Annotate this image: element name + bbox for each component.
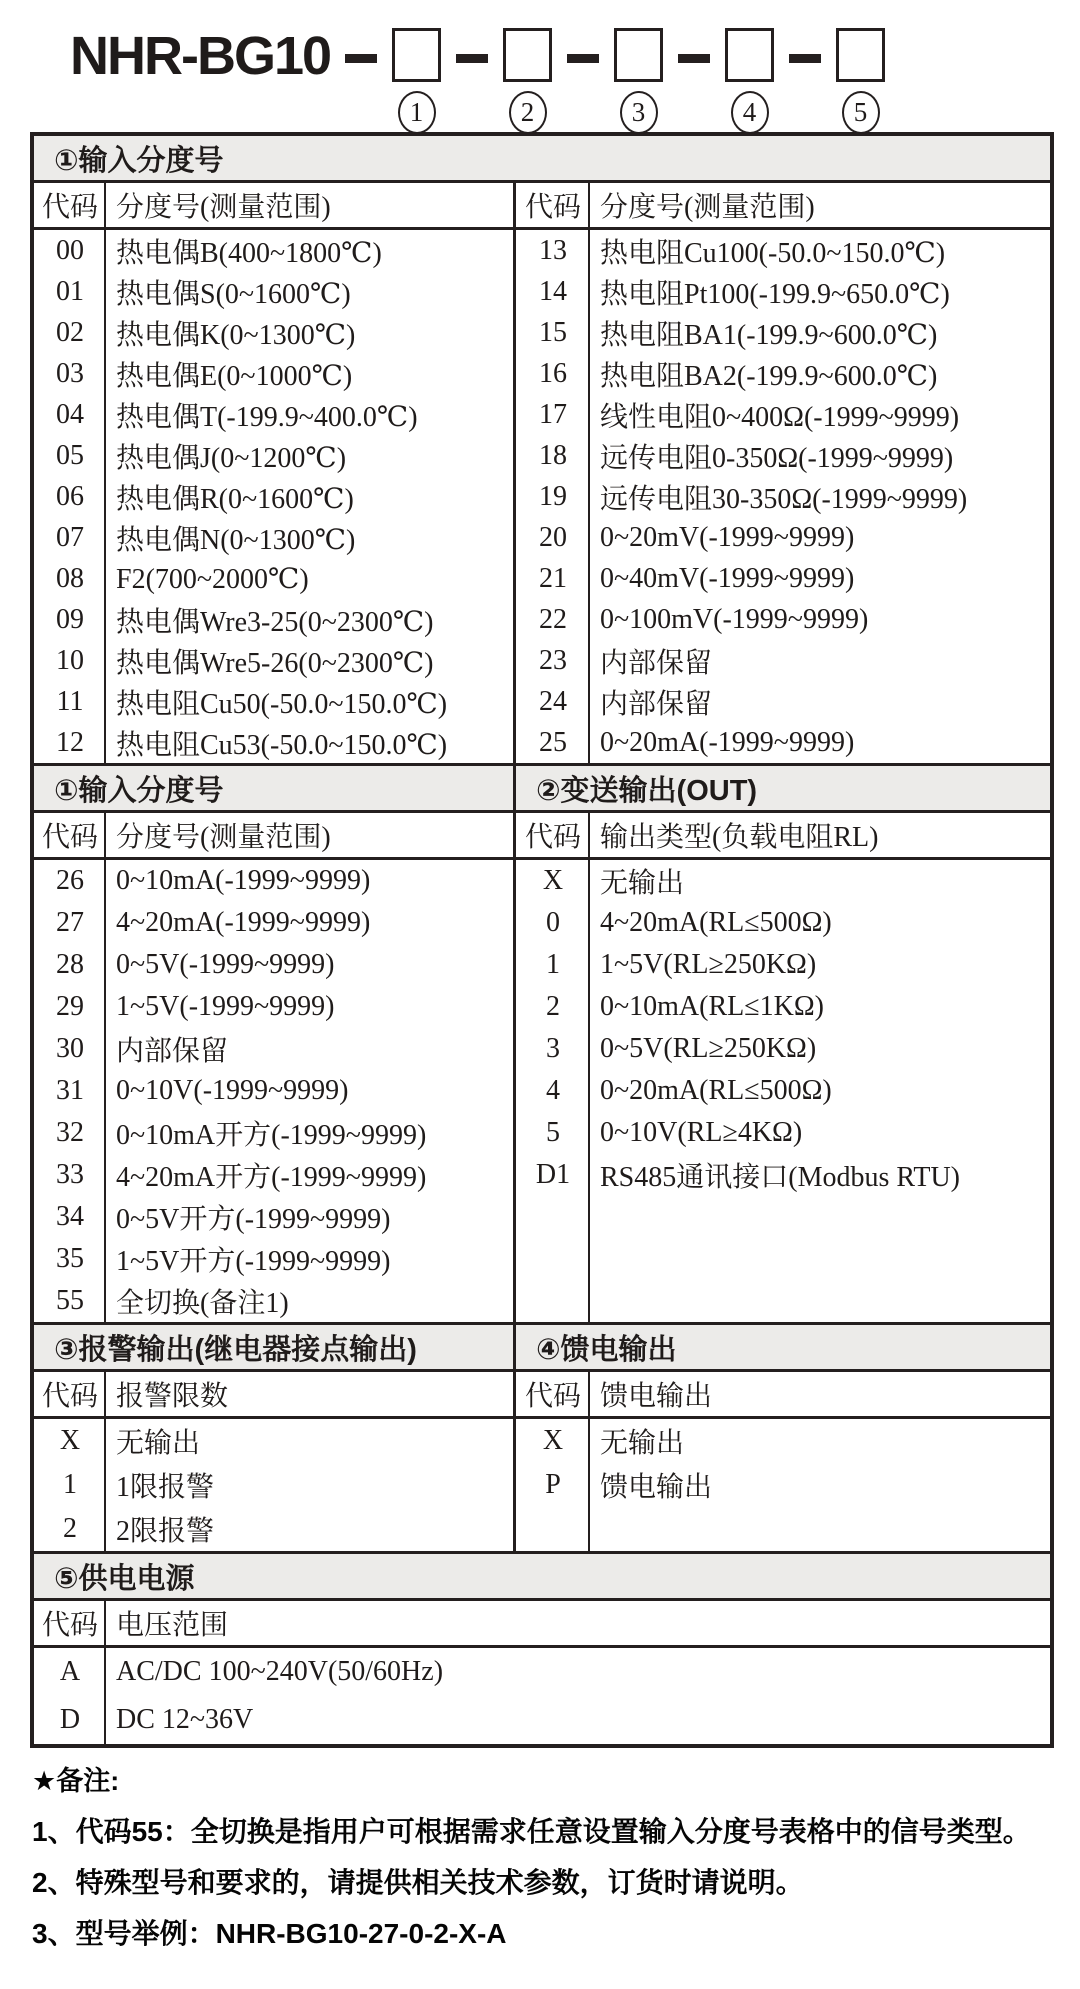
cell-code: 11	[56, 685, 84, 717]
cell-desc: 热电阻Cu53(-50.0~150.0℃)	[116, 729, 448, 761]
cell-desc: 0~20mA(-1999~9999)	[600, 726, 855, 758]
table-row	[516, 1028, 1050, 1070]
note-item: 1、代码55：全切换是指用户可根据需求任意设置输入分度号表格中的信号类型。	[32, 1816, 1031, 1847]
feed-table	[516, 1325, 1050, 1551]
table-row	[516, 1463, 1050, 1507]
column-divider	[588, 1372, 590, 1551]
cell-desc: 热电偶N(0~1300℃)	[116, 524, 356, 556]
section-title-input-2: ①输入分度号	[34, 766, 513, 813]
cell-desc: 0~5V(RL≥250KΩ)	[600, 1033, 817, 1064]
cell-code: D1	[535, 1159, 571, 1190]
model-code-slot	[663, 20, 774, 134]
cell-desc: 1~5V开方(-1999~9999)	[116, 1246, 391, 1277]
cell-desc: 4~20mA开方(-1999~9999)	[116, 1162, 427, 1193]
cell-desc: 1~5V(-1999~9999)	[116, 991, 335, 1022]
cell-desc: 内部保留	[600, 688, 713, 720]
output-table	[516, 766, 1050, 1322]
input2-table	[34, 766, 516, 1322]
cell-desc: 热电偶R(0~1600℃)	[116, 483, 354, 515]
column-divider	[104, 813, 106, 1322]
cell-code: 28	[56, 949, 84, 980]
column-header-code: 代码	[41, 192, 98, 223]
cell-code: 55	[56, 1285, 84, 1316]
table-row	[516, 599, 1050, 640]
power-table	[34, 1554, 1050, 1744]
cell-desc: 2限报警	[116, 1516, 215, 1547]
cell-desc: 0~5V开方(-1999~9999)	[116, 1204, 391, 1235]
dash-separator	[456, 54, 488, 63]
cell-code: 01	[56, 275, 84, 307]
table-row	[34, 1696, 1050, 1744]
cell-desc: 热电偶B(400~1800℃)	[116, 237, 382, 269]
cell-code: 32	[56, 1117, 84, 1148]
cell-desc: 热电偶J(0~1200℃)	[116, 442, 347, 474]
cell-desc: 0~10mA(-1999~9999)	[116, 865, 371, 896]
column-header-desc: 分度号(测量范围)	[116, 192, 331, 223]
cell-code: 05	[56, 439, 84, 471]
column-header-code: 代码	[41, 1381, 98, 1412]
cell-desc: 0~40mV(-1999~9999)	[600, 562, 855, 594]
cell-desc: 0~20mA(RL≤500Ω)	[600, 1075, 832, 1106]
cell-code: X	[59, 1425, 81, 1456]
section-title-alarm: ③报警输出(继电器接点输出)	[34, 1325, 513, 1372]
cell-code: 24	[539, 685, 567, 717]
cell-desc: 内部保留	[116, 1036, 229, 1067]
cell-code: 23	[539, 644, 567, 676]
code-box	[392, 28, 441, 82]
cell-desc: 热电阻BA1(-199.9~600.0℃)	[600, 319, 938, 351]
cell-desc: AC/DC 100~240V(50/60Hz)	[116, 1656, 444, 1687]
section-title-power: ⑤供电电源	[34, 1554, 1050, 1601]
dash-separator	[789, 54, 821, 63]
column-divider	[104, 1372, 106, 1551]
cell-desc: 热电阻Pt100(-199.9~650.0℃)	[600, 278, 950, 310]
cell-code: 35	[56, 1243, 84, 1274]
alarm-table	[34, 1325, 516, 1551]
input1-right-table	[516, 183, 1050, 763]
model-code-slot	[330, 20, 441, 134]
cell-desc: 热电阻Cu100(-50.0~150.0℃)	[600, 237, 946, 269]
cell-code: 0	[546, 907, 560, 938]
cell-code: 12	[56, 726, 84, 758]
section-title-input-1: ①输入分度号	[34, 136, 1050, 183]
section-input-1	[34, 183, 1050, 766]
table-row	[516, 271, 1050, 312]
feed-rows	[516, 1419, 1050, 1551]
cell-code: 4	[546, 1075, 560, 1106]
cell-code: 1	[63, 1469, 77, 1500]
column-header-desc: 电压范围	[116, 1610, 229, 1641]
code-box	[836, 28, 885, 82]
table-row	[516, 640, 1050, 681]
cell-desc: 热电阻BA2(-199.9~600.0℃)	[600, 360, 938, 392]
column-divider	[588, 183, 590, 763]
cell-code: 14	[539, 275, 567, 307]
cell-code: 2	[63, 1513, 77, 1544]
cell-desc: 热电偶E(0~1000℃)	[116, 360, 353, 392]
table-row	[516, 230, 1050, 271]
notes-list	[32, 1815, 1080, 1951]
cell-code: 03	[56, 357, 84, 389]
table-row	[516, 517, 1050, 558]
cell-code: 09	[56, 603, 84, 635]
table-row	[516, 722, 1050, 763]
column-header-desc: 报警限数	[116, 1381, 229, 1412]
code-box	[725, 28, 774, 82]
cell-code: 02	[56, 316, 84, 348]
cell-code: X	[542, 865, 564, 896]
cell-desc: F2(700~2000℃)	[116, 563, 309, 595]
input1-right-rows	[516, 230, 1050, 763]
cell-code: 10	[56, 644, 84, 676]
cell-code: 33	[56, 1159, 84, 1190]
table-row	[516, 435, 1050, 476]
cell-code: 1	[546, 949, 560, 980]
dash-separator	[678, 54, 710, 63]
table-row	[516, 1112, 1050, 1154]
cell-code: 25	[539, 726, 567, 758]
cell-desc: 热电偶K(0~1300℃)	[116, 319, 356, 351]
cell-code: 07	[56, 521, 84, 553]
cell-code: 20	[539, 521, 567, 553]
model-code-slot	[774, 20, 885, 134]
cell-desc: 0~100mV(-1999~9999)	[600, 603, 869, 635]
cell-desc: 4~20mA(RL≤500Ω)	[600, 907, 832, 938]
section-input-2-and-output	[34, 766, 1050, 1325]
model-name: NHR-BG10	[70, 26, 331, 86]
table-row	[516, 476, 1050, 517]
power-rows	[34, 1648, 1050, 1744]
table-row	[516, 394, 1050, 435]
cell-code: 04	[56, 398, 84, 430]
cell-desc: DC 12~36V	[116, 1704, 254, 1735]
cell-code: 27	[56, 907, 84, 938]
cell-desc: 0~20mV(-1999~9999)	[600, 521, 855, 553]
model-code-slot	[552, 20, 663, 134]
cell-desc: 全切换(备注1)	[116, 1288, 289, 1319]
cell-desc: 热电偶S(0~1600℃)	[116, 278, 351, 310]
cell-code: 29	[56, 991, 84, 1022]
cell-desc: 热电阻Cu50(-50.0~150.0℃)	[116, 688, 448, 720]
cell-code: 08	[56, 562, 84, 594]
code-box	[614, 28, 663, 82]
table-row	[516, 1070, 1050, 1112]
notes	[32, 1764, 1080, 1951]
table-row	[516, 860, 1050, 902]
table-row	[516, 353, 1050, 394]
model-code-diagram	[0, 0, 1080, 132]
position-number: 4	[731, 91, 769, 134]
cell-code: 21	[539, 562, 567, 594]
dash-separator	[567, 54, 599, 63]
cell-desc: 0~5V(-1999~9999)	[116, 949, 335, 980]
cell-code: 06	[56, 480, 84, 512]
table-row	[516, 944, 1050, 986]
section-alarm-and-feed	[34, 1325, 1050, 1554]
cell-code: 00	[56, 234, 84, 266]
column-divider	[588, 813, 590, 1322]
code-box	[503, 28, 552, 82]
cell-desc: 热电偶T(-199.9~400.0℃)	[116, 401, 418, 433]
cell-desc: 0~10mA开方(-1999~9999)	[116, 1120, 427, 1151]
cell-desc: 1~5V(RL≥250KΩ)	[600, 949, 817, 980]
cell-desc: 0~10mA(RL≤1KΩ)	[600, 991, 824, 1022]
model-selection-table	[30, 132, 1054, 1748]
column-header-code: 代码	[41, 822, 98, 853]
output-rows	[516, 860, 1050, 1322]
input1-left-table	[34, 183, 516, 763]
note-item: 2、特殊型号和要求的，请提供相关技术参数，订货时请说明。	[32, 1867, 804, 1898]
note-item: 3、型号举例：NHR-BG10-27-0-2-X-A	[32, 1918, 507, 1949]
cell-code: 15	[539, 316, 567, 348]
column-divider	[104, 183, 106, 763]
cell-desc: 线性电阻0~400Ω(-1999~9999)	[600, 401, 960, 433]
table-row	[34, 1648, 1050, 1696]
cell-code: 30	[56, 1033, 84, 1064]
cell-desc: 无输出	[600, 1428, 685, 1459]
cell-desc: RS485通讯接口(Modbus RTU)	[600, 1162, 961, 1193]
cell-code: 17	[539, 398, 567, 430]
table-row	[516, 902, 1050, 944]
model-code-slot	[441, 20, 552, 134]
cell-desc: 馈电输出	[600, 1472, 713, 1503]
table-row	[516, 1154, 1050, 1196]
cell-desc: 热电偶Wre5-26(0~2300℃)	[116, 647, 434, 679]
cell-code: P	[545, 1469, 561, 1500]
cell-code: 2	[546, 991, 560, 1022]
position-number: 3	[620, 91, 658, 134]
cell-code: 22	[539, 603, 567, 635]
cell-code: 18	[539, 439, 567, 471]
position-number: 2	[509, 91, 547, 134]
cell-code: 26	[56, 865, 84, 896]
cell-code: 13	[539, 234, 567, 266]
dash-separator	[345, 54, 377, 63]
position-number: 1	[398, 91, 436, 134]
column-header-desc: 输出类型(负载电阻RL)	[600, 822, 879, 853]
cell-desc: 远传电阻0-350Ω(-1999~9999)	[600, 442, 954, 474]
cell-code: 31	[56, 1075, 84, 1106]
table-row	[516, 986, 1050, 1028]
model-code-slots	[330, 20, 885, 134]
cell-code: X	[542, 1425, 564, 1456]
column-header-desc: 分度号(测量范围)	[116, 822, 331, 853]
column-header-code: 代码	[41, 1610, 98, 1641]
notes-title: ★备注:	[32, 1766, 120, 1796]
column-header-desc: 馈电输出	[600, 1381, 713, 1412]
cell-desc: 热电偶Wre3-25(0~2300℃)	[116, 606, 434, 638]
column-header-code: 代码	[524, 822, 581, 853]
cell-desc: 无输出	[600, 868, 685, 899]
cell-code: D	[59, 1704, 81, 1735]
column-header-desc: 分度号(测量范围)	[600, 192, 815, 223]
position-number: 5	[842, 91, 880, 134]
cell-desc: 内部保留	[600, 647, 713, 679]
column-header-code: 代码	[524, 1381, 581, 1412]
section-title-output: ②变送输出(OUT)	[516, 766, 1050, 813]
cell-desc: 1限报警	[116, 1472, 215, 1503]
cell-code: A	[59, 1656, 81, 1687]
cell-code: 19	[539, 480, 567, 512]
cell-desc: 远传电阻30-350Ω(-1999~9999)	[600, 483, 968, 515]
cell-code: 5	[546, 1117, 560, 1148]
cell-desc: 0~10V(RL≥4KΩ)	[600, 1117, 803, 1148]
table-row	[516, 1419, 1050, 1463]
cell-code: 16	[539, 357, 567, 389]
cell-desc: 无输出	[116, 1428, 201, 1459]
section-title-feed: ④馈电输出	[516, 1325, 1050, 1372]
table-row	[516, 312, 1050, 353]
cell-desc: 0~10V(-1999~9999)	[116, 1075, 349, 1106]
cell-desc: 4~20mA(-1999~9999)	[116, 907, 371, 938]
table-row	[516, 681, 1050, 722]
table-row	[516, 558, 1050, 599]
column-header-code: 代码	[524, 192, 581, 223]
column-divider	[104, 1601, 106, 1744]
cell-code: 34	[56, 1201, 84, 1232]
cell-code: 3	[546, 1033, 560, 1064]
